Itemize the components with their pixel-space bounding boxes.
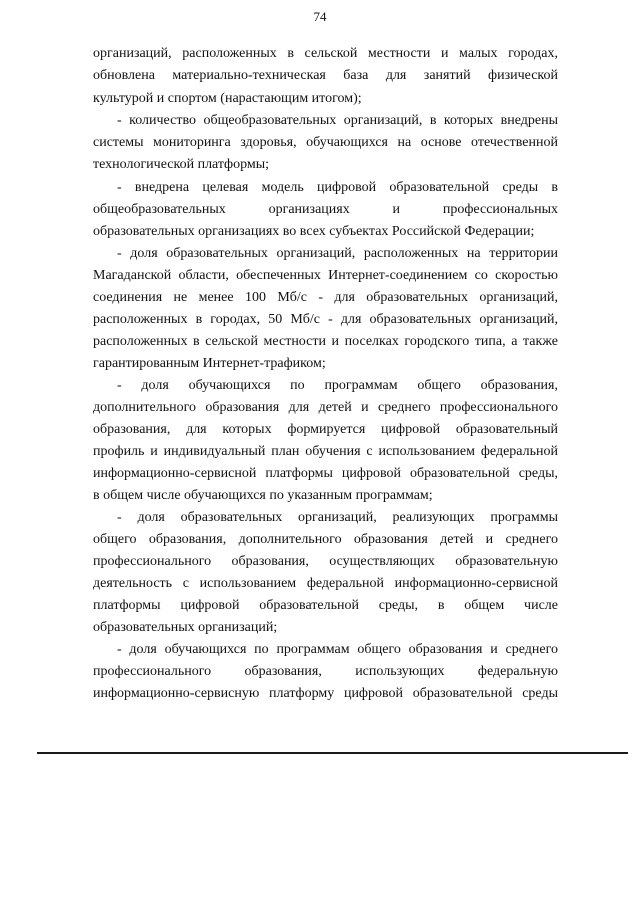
text-line: гарантированным Интернет-трафиком; — [93, 356, 326, 371]
footer-divider — [37, 752, 628, 754]
text-line: обновлена материально-техническая база для занятий физической — [93, 68, 558, 83]
text-line: образовательных организациях во всех субъектах Российской Федерации; — [93, 224, 535, 239]
text-line: культурой и спортом (нарастающим итогом); — [93, 91, 362, 106]
text-line: - количество общеобразовательных организаций, в которых внедрены — [117, 113, 558, 128]
text-line: профессионального образования, осуществляющих образовательную — [93, 554, 558, 569]
text-line: профессионального образования, использующих федеральную — [93, 664, 558, 679]
text-line: дополнительного образования для детей и среднего профессионального — [93, 400, 558, 415]
text-line: Магаданской области, обеспеченных Интернет-соединением со скоростью — [93, 268, 558, 283]
text-line: платформы цифровой образовательной среды, в общем числе — [93, 598, 558, 613]
page-number: 74 — [313, 9, 327, 24]
text-line: расположенных в сельской местности и поселках городского типа, а также — [93, 334, 558, 349]
text-line: расположенных в городах, 50 Мб/с - для образовательных организаций, — [93, 312, 558, 327]
text-line: образования, для которых формируется цифровой образовательный — [93, 422, 558, 437]
text-line: общеобразовательных организациях и профессиональных — [93, 202, 558, 217]
text-line: - доля обучающихся по программам общего образования, — [117, 378, 558, 393]
text-line: деятельность с использованием федеральной информационно-сервисной — [93, 576, 558, 591]
text-line: организаций, расположенных в сельской местности и малых городах, — [93, 46, 558, 61]
text-line: - доля образовательных организаций, реализующих программы — [117, 510, 558, 525]
text-line: информационно-сервисную платформу цифровой образовательной среды — [93, 686, 558, 701]
text-line: информационно-сервисной платформы цифровой образовательной среды, — [93, 466, 558, 481]
text-line: в общем числе обучающихся по указанным программам; — [93, 488, 433, 503]
text-line: - внедрена целевая модель цифровой образовательной среды в — [117, 180, 558, 195]
text-line: образовательных организаций; — [93, 620, 278, 635]
text-line: - доля обучающихся по программам общего образования и среднего — [117, 642, 558, 657]
text-line: общего образования, дополнительного образования детей и среднего — [93, 532, 558, 547]
text-line: соединения не менее 100 Мб/с - для образовательных организаций, — [93, 290, 558, 305]
text-line: - доля образовательных организаций, расположенных на территории — [117, 246, 558, 261]
text-line: системы мониторинга здоровья, обучающихся на основе отечественной — [93, 135, 558, 150]
text-line: профиль и индивидуальный план обучения с использованием федеральной — [93, 444, 558, 459]
text-line: технологической платформы; — [93, 157, 270, 172]
